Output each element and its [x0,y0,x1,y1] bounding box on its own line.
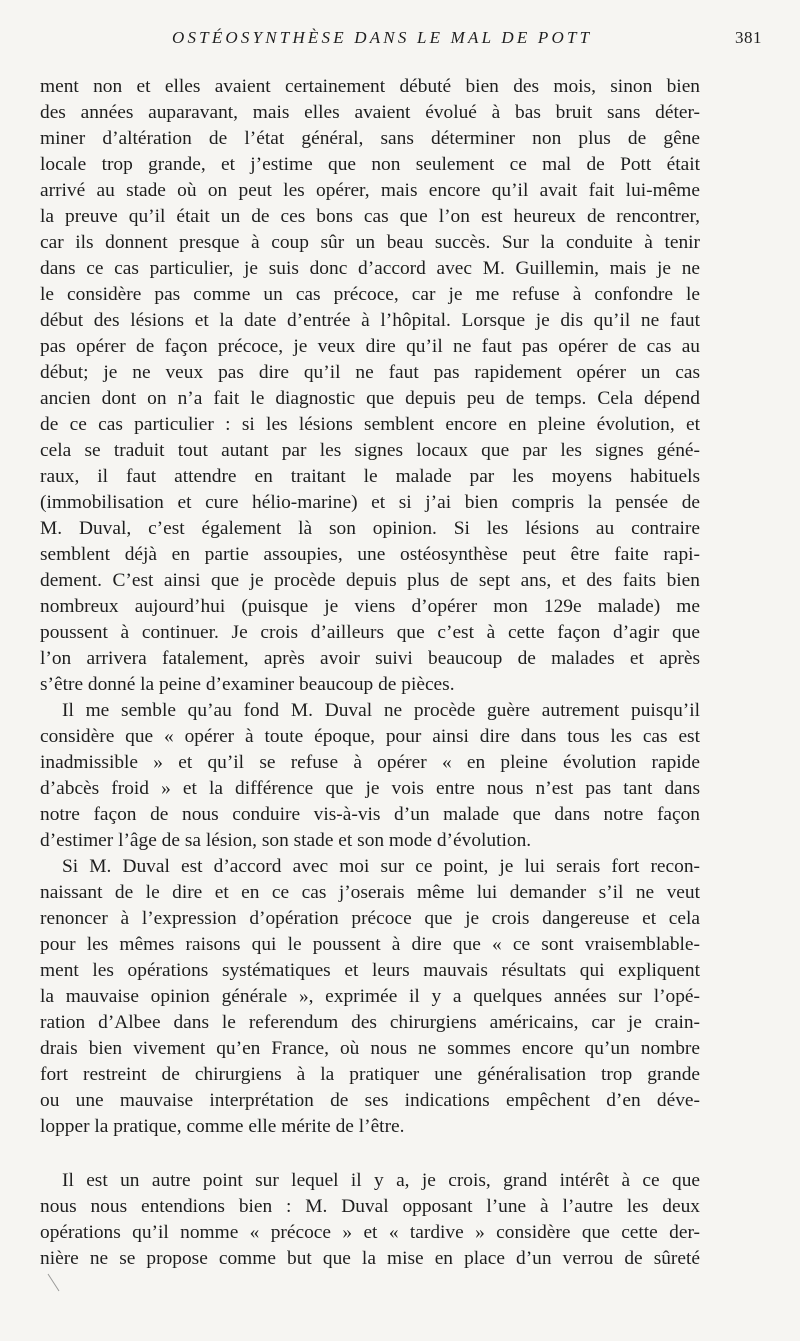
text-line: opérations qu’il nomme « précoce » et « tardive » considère que cette der- [40,1222,700,1243]
text-line: ancien dont on n’a fait le diagnostic que depuis peu de temps. Cela dépend [40,388,700,409]
text-line: notre façon de nous conduire vis-à-vis d’un malade que dans notre façon [40,804,700,825]
text-line: début; je ne veux pas dire qu’il ne faut pas rapidement opérer un cas [40,362,700,383]
text-line: d’estimer l’âge de sa lésion, son stade et son mode d’évolution. [40,830,532,851]
text-line: ment non et elles avaient certainement débuté bien des mois, sinon bien [40,76,700,97]
text-line: nombreux aujourd’hui (puisque je viens d’opérer mon 129e malade) me [40,596,700,617]
text-line: renoncer à l’expression d’opération précoce que je crois dangereuse et cela [40,908,700,929]
text-line: car ils donnent presque à coup sûr un beau succès. Sur la conduite à tenir [40,232,700,253]
text-line: début des lésions et la date d’entrée à l’hôpital. Lorsque je dis qu’il ne faut [40,310,700,331]
text-line: ou une mauvaise interprétation de ses indications empêchent d’en déve- [40,1090,700,1111]
text-line: nous nous entendions bien : M. Duval opposant l’une à l’autre les deux [40,1196,700,1217]
text-line: dans ce cas particulier, je suis donc d’accord avec M. Guillemin, mais je ne [40,258,700,279]
text-line: pour les mêmes raisons qui le poussent à dire que « ce sont vraisemblable- [40,934,700,955]
text-line: poussent à continuer. Je crois d’ailleurs que c’est à cette façon d’agir que [40,622,700,643]
text-line: l’on arrivera fatalement, après avoir suivi beaucoup de malades et après [40,648,700,669]
page-number: 381 [735,28,762,47]
text-line: arrivé au stade où on peut les opérer, mais encore qu’il avait fait lui-même [40,180,700,201]
text-line: cela se traduit tout autant par les signes locaux que par les signes géné- [40,440,700,461]
text-line: le considère pas comme un cas précoce, car je me refuse à confondre le [40,284,700,305]
text-line: locale trop grande, et j’estime que non seulement ce mal de Pott était [40,154,700,175]
text-line: de ce cas particulier : si les lésions semblent encore en pleine évolution, et [40,414,700,435]
running-head [0,28,800,52]
text-line: Il me semble qu’au fond M. Duval ne procède guère autrement puisqu’il [62,700,700,721]
text-line: fort restreint de chirurgiens à la pratiquer une généralisation trop grande [40,1064,700,1085]
text-line: inadmissible » et qu’il se refuse à opérer « en pleine évolution rapide [40,752,700,773]
text-line: la preuve qu’il était un de ces bons cas que l’on est heureux de rencontrer, [40,206,700,227]
text-line: pas opérer de façon précoce, je veux dire qu’il ne faut pas opérer de cas au [40,336,700,357]
text-line: (immobilisation et cure hélio-marine) et si j’ai bien compris la pensée de [40,492,700,513]
text-line: d’abcès froid » et la différence que je vois entre nous n’est pas tant dans [40,778,700,799]
text-line: des années auparavant, mais elles avaient évolué à bas bruit sans déter- [40,102,700,123]
text-line: lopper la pratique, comme elle mérite de l’être. [40,1116,405,1137]
text-line: raux, il faut attendre en traitant le malade par les moyens habituels [40,466,700,487]
text-line: dement. C’est ainsi que je procède depuis plus de sept ans, et des faits bien [40,570,700,591]
stray-mark [46,1272,62,1294]
text-line: naissant de le dire et en ce cas j’oserais même lui demander s’il ne veut [40,882,700,903]
text-line: ration d’Albee dans le referendum des chirurgiens américains, car je crain- [40,1012,700,1033]
text-line: drais bien vivement qu’en France, où nous ne sommes encore qu’un nombre [40,1038,700,1059]
text-line: s’être donné la peine d’examiner beaucoup de pièces. [40,674,455,695]
text-line: miner d’altération de l’état général, sans déterminer non plus de gêne [40,128,700,149]
text-line: M. Duval, c’est également là son opinion. Si les lésions au contraire [40,518,700,539]
text-line: Si M. Duval est d’accord avec moi sur ce point, je lui serais fort recon- [62,856,700,877]
text-line: considère que « opérer à toute époque, pour ainsi dire dans tous les cas est [40,726,700,747]
text-line: Il est un autre point sur lequel il y a, je crois, grand intérêt à ce que [62,1170,700,1191]
text-line: semblent déjà en partie assoupies, une ostéosynthèse peut être faite rapi- [40,544,700,565]
text-line: ment les opérations systématiques et leurs mauvais résultats qui expliquent [40,960,700,981]
running-title: OSTÉOSYNTHÈSE DANS LE MAL DE POTT [172,28,593,47]
text-line: la mauvaise opinion générale », exprimée il y a quelques années sur l’opé- [40,986,700,1007]
text-line: nière ne se propose comme but que la mise en place d’un verrou de sûreté [40,1248,700,1269]
